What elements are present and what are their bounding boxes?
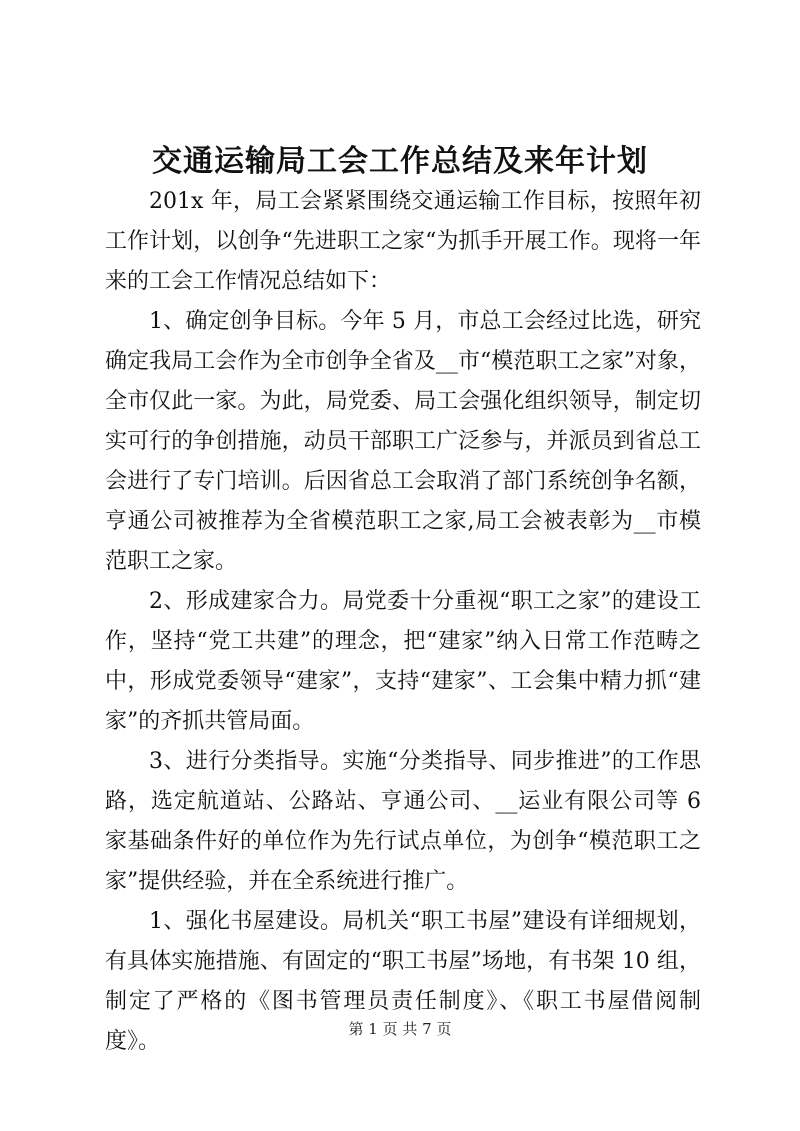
- page-footer: 第 1 页 共 7 页: [348, 1020, 452, 1038]
- document-title: 交通运输局工会工作总结及来年计划: [152, 144, 648, 179]
- paragraph-item-1: 1、确定创争目标。今年 5 月，市总工会经过比选，研究确定我局工会作为全市创争全省及__市“模范职工之家”对象，全市仅此一家。为此，局党委、局工会强化组织领导，制定切实可行的争创措施，动员干部职工广泛参与，并派员到省总工会进行了专门培训。后因省总工会取消了部门系统创争名额，亨通公司被推荐为全省模范职工之家,局工会被表彰为__市模范职工之家。: [105, 309, 701, 574]
- paragraph-item-2: 2、形成建家合力。局党委十分重视“职工之家”的建设工作，坚持“党工共建”的理念，把“建家”纳入日常工作范畴之中，形成党委领导“建家”，支持“建家”、工会集中精力抓“建家”的齐抓共管局面。: [105, 589, 701, 734]
- paragraph-book-house: 1、强化书屋建设。局机关“职工书屋”建设有详细规划，有具体实施措施、有固定的“职工书屋”场地，有书架 10 组，制定了严格的《图书管理员责任制度》、《职工书屋借阅制度》。: [105, 909, 701, 1054]
- document-body: [105, 182, 701, 1062]
- paragraph-item-3: 3、进行分类指导。实施“分类指导、同步推进”的工作思路，选定航道站、公路站、亨通公司、__运业有限公司等 6 家基础条件好的单位作为先行试点单位，为创争“模范职工之家”提供经验，并在全系统进行推广。: [105, 749, 701, 894]
- paragraph-intro: 201x 年，局工会紧紧围绕交通运输工作目标，按照年初工作计划，以创争“先进职工之家“为抓手开展工作。现将一年来的工会工作情况总结如下：: [105, 189, 701, 294]
